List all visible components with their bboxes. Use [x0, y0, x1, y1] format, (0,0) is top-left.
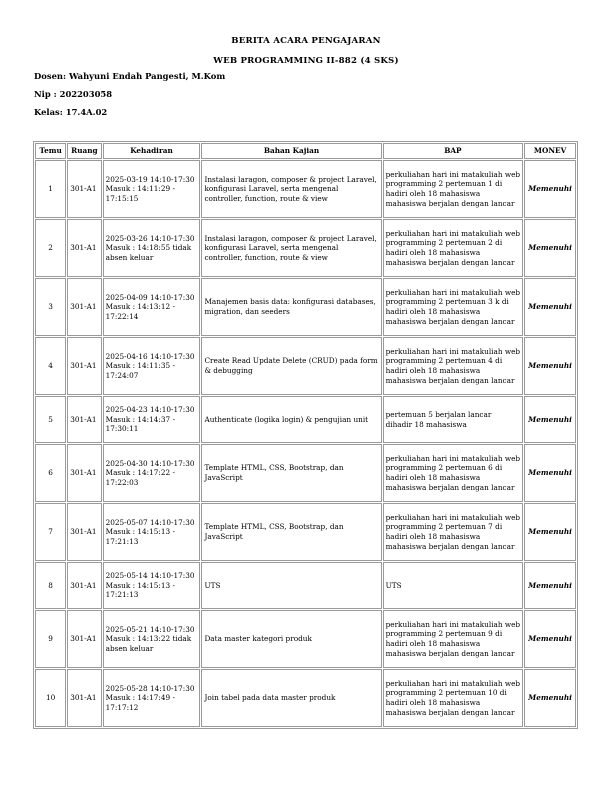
- attendance-table: [33, 141, 578, 729]
- cell-temu: 7: [35, 503, 66, 561]
- cell-kehadiran: 2025-04-30 14:10-17:30 Masuk : 14:17:22 - 17:22:03: [103, 444, 201, 502]
- cell-bahan-kajian: Instalasi laragon, composer & project Laravel, konfigurasi Laravel, serta mengenal controller, function, route & view: [201, 219, 381, 277]
- lecturer-info: Dosen: Wahyuni Endah Pangesti, M.Kom: [34, 71, 226, 81]
- cell-kehadiran: 2025-03-26 14:10-17:30 Masuk : 14:18:55 tidak absen keluar: [103, 219, 201, 277]
- cell-bap: perkuliahan hari ini matakuliah web programming 2 pertemuan 1 di hadiri oleh 18 mahasiswa mahasiswa berjalan dengan lancar: [383, 160, 524, 218]
- table-row: [35, 396, 576, 443]
- cell-monev: Memenuhi: [524, 337, 576, 395]
- cell-temu: 1: [35, 160, 66, 218]
- header-kehadiran: Kehadiran: [103, 143, 201, 159]
- cell-bahan-kajian: Instalasi laragon, composer & project Laravel, konfigurasi Laravel, serta mengenal controller, function, route & view: [201, 160, 381, 218]
- cell-kehadiran: 2025-05-07 14:10-17:30 Masuk : 14:15:13 - 17:21:13: [103, 503, 201, 561]
- cell-kehadiran: 2025-03-19 14:10-17:30 Masuk : 14:11:29 - 17:15:15: [103, 160, 201, 218]
- table-row: [35, 503, 576, 561]
- cell-kehadiran: 2025-04-09 14:10-17:30 Masuk : 14:13:12 - 17:22:14: [103, 278, 201, 336]
- header-monev: MONEV: [524, 143, 576, 159]
- cell-ruang: 301-A1: [67, 503, 101, 561]
- cell-bahan-kajian: Template HTML, CSS, Bootstrap, dan JavaScript: [201, 503, 381, 561]
- cell-monev: Memenuhi: [524, 278, 576, 336]
- cell-bahan-kajian: Authenticate (logika login) & pengujian unit: [201, 396, 381, 443]
- cell-bahan-kajian: UTS: [201, 562, 381, 609]
- cell-bap: pertemuan 5 berjalan lancar dihadir 18 mahasiswa: [383, 396, 524, 443]
- cell-monev: Memenuhi: [524, 610, 576, 668]
- cell-ruang: 301-A1: [67, 562, 101, 609]
- table-row: [35, 160, 576, 218]
- class-info: Kelas: 17.4A.02: [34, 107, 108, 117]
- cell-monev: Memenuhi: [524, 396, 576, 443]
- nip-info: Nip : 202203058: [34, 89, 113, 99]
- cell-monev: Memenuhi: [524, 444, 576, 502]
- cell-bahan-kajian: Manajemen basis data: konfigurasi databases, migration, dan seeders: [201, 278, 381, 336]
- cell-monev: Memenuhi: [524, 503, 576, 561]
- cell-monev: Memenuhi: [524, 219, 576, 277]
- table-row: [35, 278, 576, 336]
- table-body: [35, 160, 576, 727]
- header-temu: Temu: [35, 143, 66, 159]
- cell-bap: perkuliahan hari ini matakuliah web programming 2 pertemuan 9 di hadiri oleh 18 mahasiswa mahasiswa berjalan dengan lancar: [383, 610, 524, 668]
- cell-kehadiran: 2025-05-21 14:10-17:30 Masuk : 14:13:22 tidak absen keluar: [103, 610, 201, 668]
- cell-temu: 3: [35, 278, 66, 336]
- cell-bap: perkuliahan hari ini matakuliah web programming 2 pertemuan 10 di hadiri oleh 18 mahasiswa mahasiswa berjalan dengan lancar: [383, 669, 524, 727]
- table-row: [35, 444, 576, 502]
- cell-kehadiran: 2025-04-16 14:10-17:30 Masuk : 14:11:35 - 17:24:07: [103, 337, 201, 395]
- cell-bahan-kajian: Data master kategori produk: [201, 610, 381, 668]
- cell-temu: 5: [35, 396, 66, 443]
- cell-temu: 10: [35, 669, 66, 727]
- cell-temu: 8: [35, 562, 66, 609]
- cell-monev: Memenuhi: [524, 669, 576, 727]
- course-title: WEB PROGRAMMING II-882 (4 SKS): [213, 56, 399, 66]
- header-bap: BAP: [383, 143, 524, 159]
- cell-kehadiran: 2025-05-28 14:10-17:30 Masuk : 14:17:49 - 17:17:12: [103, 669, 201, 727]
- table-header-row: [35, 143, 576, 159]
- table-row: [35, 610, 576, 668]
- cell-temu: 2: [35, 219, 66, 277]
- cell-monev: Memenuhi: [524, 562, 576, 609]
- cell-ruang: 301-A1: [67, 278, 101, 336]
- cell-bap: perkuliahan hari ini matakuliah web programming 2 pertemuan 6 di hadiri oleh 18 mahasiswa mahasiswa berjalan dengan lancar: [383, 444, 524, 502]
- cell-temu: 6: [35, 444, 66, 502]
- cell-ruang: 301-A1: [67, 337, 101, 395]
- cell-bap: perkuliahan hari ini matakuliah web programming 2 pertemuan 7 di hadiri oleh 18 mahasiswa mahasiswa berjalan dengan lancar: [383, 503, 524, 561]
- header-ruang: Ruang: [67, 143, 101, 159]
- cell-ruang: 301-A1: [67, 219, 101, 277]
- cell-ruang: 301-A1: [67, 396, 101, 443]
- cell-temu: 4: [35, 337, 66, 395]
- cell-ruang: 301-A1: [67, 160, 101, 218]
- cell-bahan-kajian: Create Read Update Delete (CRUD) pada form & debugging: [201, 337, 381, 395]
- cell-kehadiran: 2025-05-14 14:10-17:30 Masuk : 14:15:13 - 17:21:13: [103, 562, 201, 609]
- header-bahan-kajian: Bahan Kajian: [201, 143, 381, 159]
- cell-bap: UTS: [383, 562, 524, 609]
- table-row: [35, 669, 576, 727]
- cell-bahan-kajian: Join tabel pada data master produk: [201, 669, 381, 727]
- table-row: [35, 337, 576, 395]
- cell-ruang: 301-A1: [67, 444, 101, 502]
- document-title: BERITA ACARA PENGAJARAN: [231, 36, 381, 46]
- cell-bap: perkuliahan hari ini matakuliah web programming 2 pertemuan 3 k di hadiri oleh 18 mahasiswa mahasiswa berjalan dengan lancar: [383, 278, 524, 336]
- table-row: [35, 562, 576, 609]
- cell-bap: perkuliahan hari ini matakuliah web programming 2 pertemuan 2 di hadiri oleh 18 mahasiswa mahasiswa berjalan dengan lancar: [383, 219, 524, 277]
- cell-kehadiran: 2025-04-23 14:10-17:30 Masuk : 14:14:37 - 17:30:11: [103, 396, 201, 443]
- cell-temu: 9: [35, 610, 66, 668]
- table-row: [35, 219, 576, 277]
- cell-bap: perkuliahan hari ini matakuliah web programming 2 pertemuan 4 di hadiri oleh 18 mahasiswa mahasiswa berjalan dengan lancar: [383, 337, 524, 395]
- cell-monev: Memenuhi: [524, 160, 576, 218]
- cell-ruang: 301-A1: [67, 669, 101, 727]
- cell-ruang: 301-A1: [67, 610, 101, 668]
- cell-bahan-kajian: Template HTML, CSS, Bootstrap, dan JavaScript: [201, 444, 381, 502]
